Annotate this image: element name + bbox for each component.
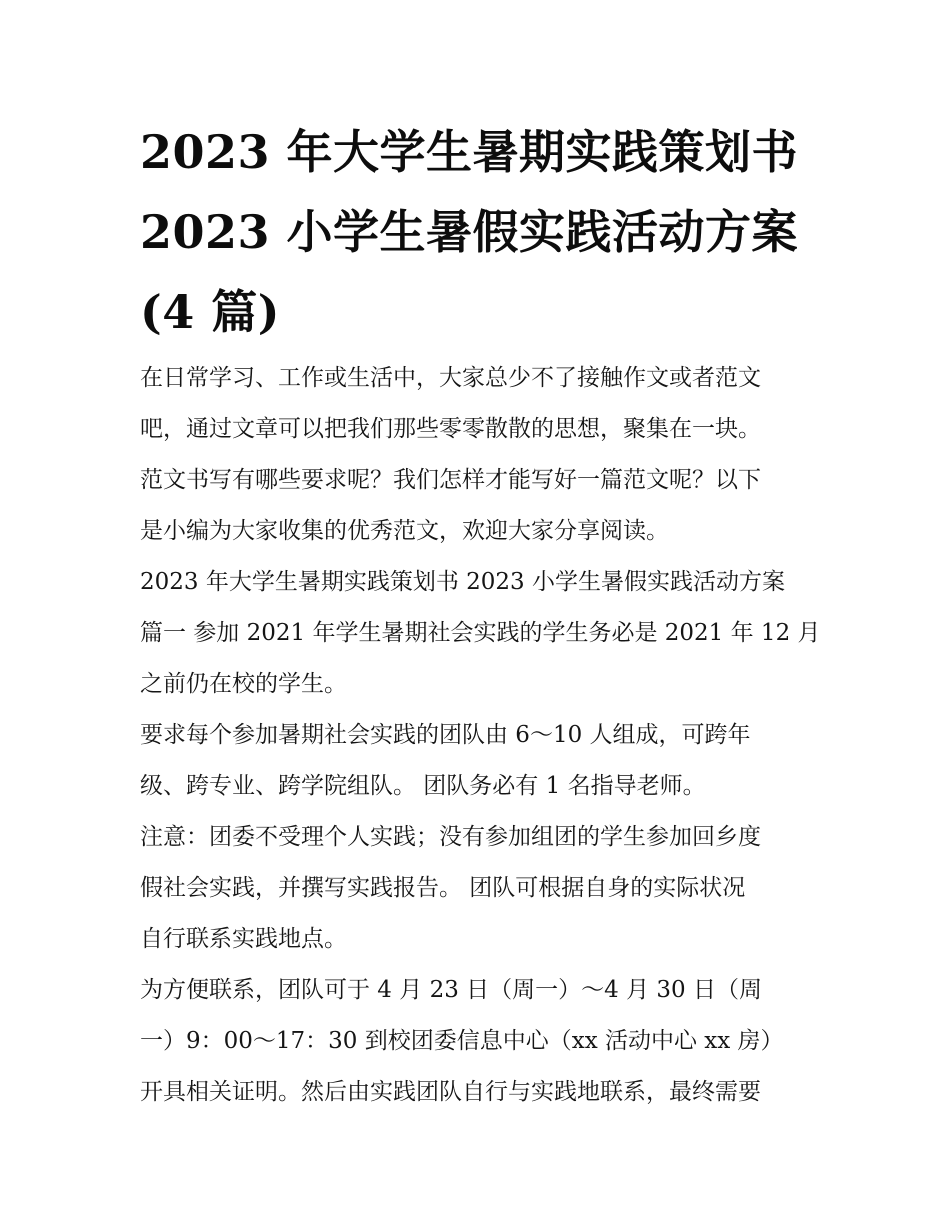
text-line: 一）9：00～17：30 到校团委信息中心（xx 活动中心 xx 房） xyxy=(140,1028,784,1054)
text-line: 为方便联系，团队可于 4 月 23 日（周一）～4 月 30 日（周 xyxy=(140,977,762,1003)
contact-paragraph xyxy=(140,965,840,1118)
text-line: 2023 年大学生暑期实践策划书 2023 小学生暑假实践活动方案 xyxy=(140,569,785,595)
text-line: 开具相关证明。然后由实践团队自行与实践地联系，最终需要 xyxy=(140,1079,761,1105)
intro-paragraph xyxy=(140,353,840,557)
text-line: 要求每个参加暑期社会实践的团队由 6～10 人组成，可跨年 xyxy=(140,722,751,748)
title-line: 2023 小学生暑假实践活动方案 xyxy=(140,205,799,259)
text-line: 之前仍在校的学生。 xyxy=(140,671,347,697)
section-one-paragraph xyxy=(140,557,840,710)
text-line: 是小编为大家收集的优秀范文，欢迎大家分享阅读。 xyxy=(140,518,669,544)
text-line: 假社会实践，并撰写实践报告。 团队可根据自身的实际状况 xyxy=(140,875,746,901)
text-line: 范文书写有哪些要求呢？我们怎样才能写好一篇范文呢？以下 xyxy=(140,467,761,493)
team-requirement-paragraph xyxy=(140,710,840,812)
text-line: 自行联系实践地点。 xyxy=(140,926,347,952)
notice-paragraph xyxy=(140,812,840,965)
text-line: 级、跨专业、跨学院组队。 团队务必有 1 名指导老师。 xyxy=(140,773,706,799)
title-line: 2023 年大学生暑期实践策划书 xyxy=(140,125,799,179)
text-line: 吧，通过文章可以把我们那些零零散散的思想，聚集在一块。 xyxy=(140,416,761,442)
document-title xyxy=(140,112,840,352)
text-line: 篇一 参加 2021 年学生暑期社会实践的学生务必是 2021 年 12 月 xyxy=(140,620,821,646)
text-line: 注意：团委不受理个人实践；没有参加组团的学生参加回乡度 xyxy=(140,824,761,850)
title-line: (4 篇) xyxy=(140,285,281,339)
text-line: 在日常学习、工作或生活中，大家总少不了接触作文或者范文 xyxy=(140,365,761,391)
